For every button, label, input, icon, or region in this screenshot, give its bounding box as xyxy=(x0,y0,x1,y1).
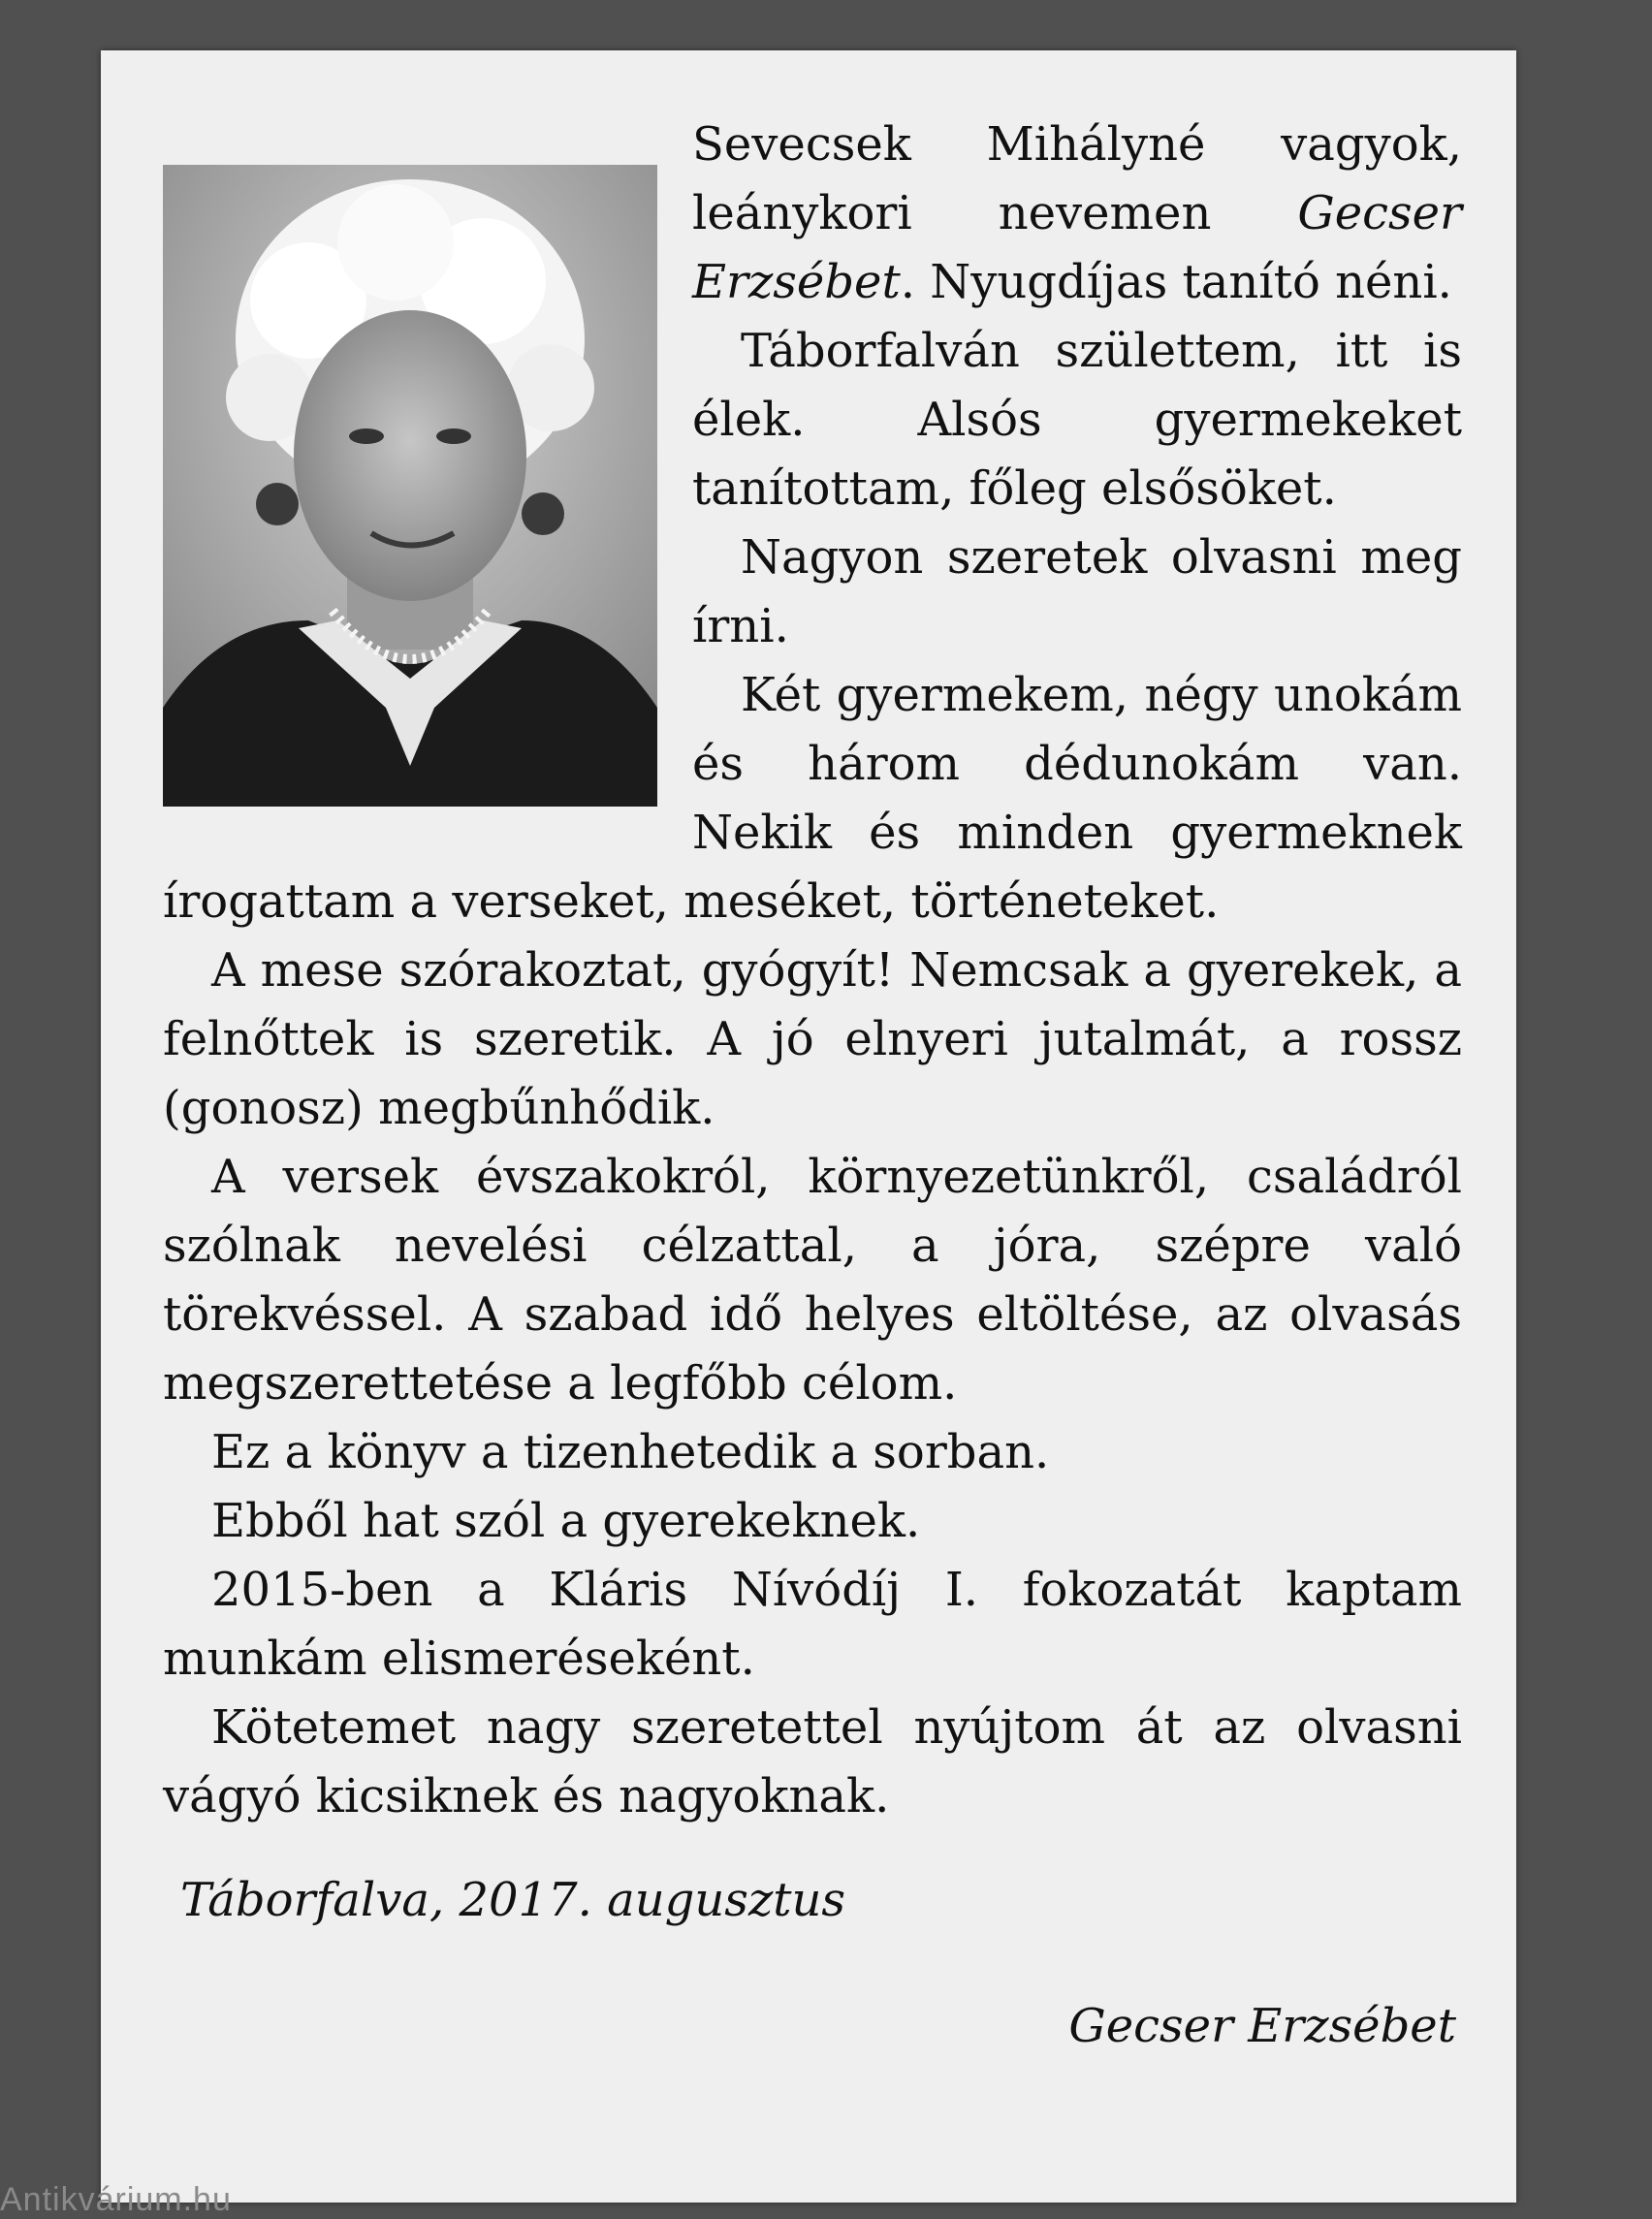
watermark-text: Antikvárium.hu xyxy=(0,2181,232,2218)
bio-paragraph-9: 2015-ben a Kláris Nívódíj I. fokozatát kaptam munkám elismeréseként. xyxy=(163,1563,1462,1686)
bio-paragraph-4: Két gyermekem, négy unokám és három dédunokám van. Nekik és minden gyermeknek írogattam a verseket, meséket, történeteket. xyxy=(163,668,1462,929)
book-back-page xyxy=(101,50,1516,2203)
bio-paragraph-7: Ez a könyv a tizenhetedik a sorban. xyxy=(211,1425,1050,1479)
bio-paragraph-10: Kötetemet nagy szeretettel nyújtom át az olvasni vágyó kicsiknek és nagyoknak. xyxy=(163,1700,1462,1823)
bio-paragraph-3: Nagyon szeretek olvasni meg írni. xyxy=(692,530,1462,653)
bio-paragraph-2: Táborfalván születtem, itt is élek. Alsós gyermekeket tanítottam, főleg elsősöket. xyxy=(692,324,1462,516)
author-portrait-photo xyxy=(163,165,657,807)
author-bio xyxy=(163,111,1462,1831)
bio-paragraph-8: Ebből hat szól a gyerekeknek. xyxy=(211,1494,921,1548)
bio-p1-tail-text: . Nyugdíjas tanító néni. xyxy=(900,255,1452,309)
place-and-date: Táborfalva, 2017. augusztus xyxy=(180,1873,846,1927)
portrait-image xyxy=(163,165,657,807)
bio-paragraph-5: A mese szórakoztat, gyógyít! Nemcsak a gyerekek, a felnőttek is szeretik. A jó elnyeri jutalmát, a rossz (gonosz) megbűnhődik. xyxy=(163,943,1462,1135)
bio-p1-text: Sevecsek Mihályné vagyok, leánykori nevemen xyxy=(692,117,1462,240)
author-signature: Gecser Erzsébet xyxy=(1068,1999,1456,2053)
bio-p1-maiden-name: Gecser Erzsébet xyxy=(692,186,1462,309)
bio-paragraph-6: A versek évszakokról, környezetünkről, családról szólnak nevelési célzattal, a jóra, szépre való törekvéssel. A szabad idő helyes eltöltése, az olvasás megszerettetése a legfőbb célom. xyxy=(163,1150,1462,1411)
